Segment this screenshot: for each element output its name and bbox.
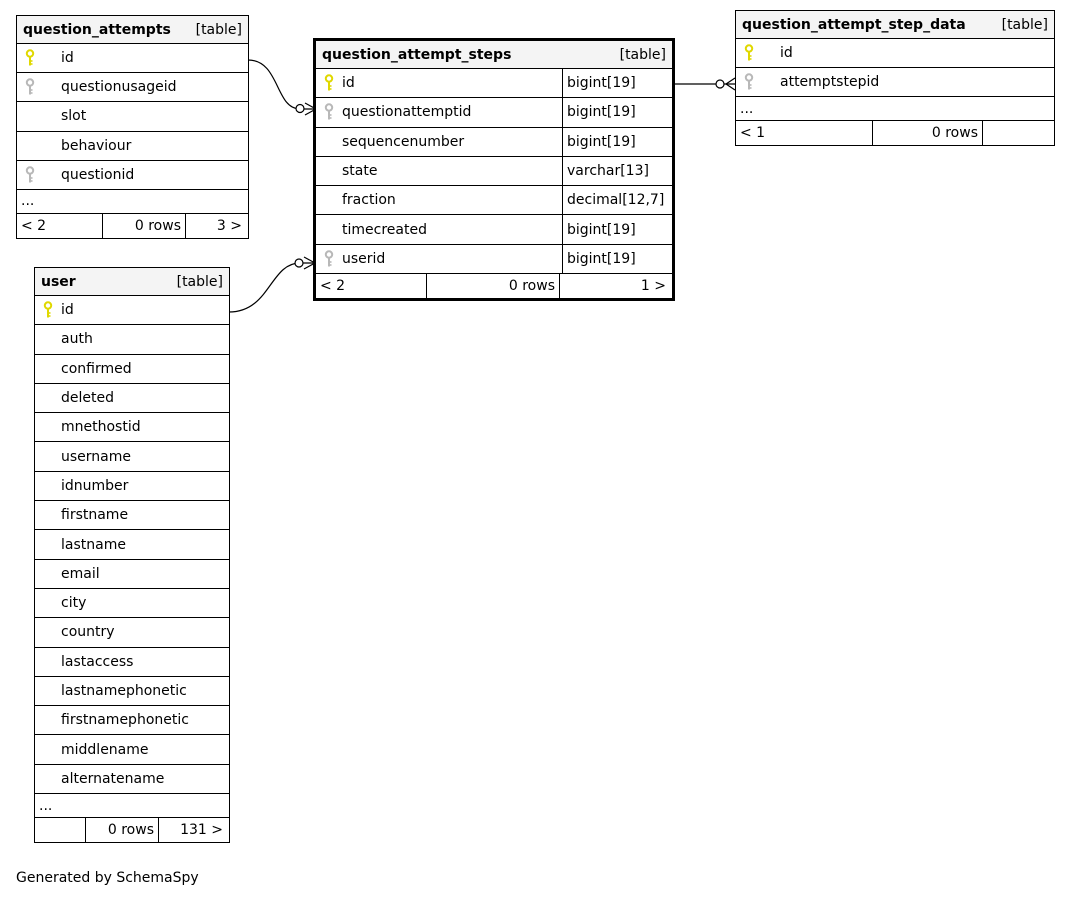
no-key-slot	[35, 560, 61, 588]
column-name: firstname	[61, 507, 129, 524]
column-name: id	[61, 302, 74, 319]
no-key-slot	[35, 442, 61, 470]
foreign-key-icon	[736, 68, 762, 96]
table-header[interactable]	[35, 268, 229, 296]
column-name: id	[342, 75, 355, 92]
column-row[interactable]	[35, 589, 229, 618]
no-key-slot	[35, 355, 61, 383]
column-name: auth	[61, 331, 93, 348]
no-key-slot	[35, 325, 61, 353]
more-columns-indicator: ...	[17, 190, 248, 214]
column-row[interactable]	[35, 413, 229, 442]
column-name: id	[61, 50, 74, 67]
column-name: mnethostid	[61, 419, 141, 436]
column-row[interactable]	[35, 355, 229, 384]
key-icon	[35, 296, 61, 324]
table-header[interactable]	[17, 16, 248, 44]
no-key-slot	[35, 706, 61, 734]
column-name: timecreated	[342, 221, 427, 238]
table-name: user	[41, 273, 76, 290]
no-key-slot	[35, 472, 61, 500]
table-footer	[736, 121, 1054, 145]
column-row[interactable]	[35, 706, 229, 735]
column-row[interactable]	[35, 501, 229, 530]
column-row[interactable]	[35, 648, 229, 677]
column-row[interactable]	[35, 560, 229, 589]
column-name: username	[61, 448, 131, 465]
credit-text: Generated by SchemaSpy	[16, 870, 199, 886]
column-row[interactable]	[17, 44, 248, 73]
table-kind: [table]	[1001, 16, 1048, 33]
column-name: confirmed	[61, 360, 132, 377]
zero-marker	[716, 80, 724, 88]
no-key-slot	[35, 501, 61, 529]
table-name: question_attempts	[23, 21, 171, 38]
column-name: attemptstepid	[780, 74, 880, 91]
column-row[interactable]	[35, 384, 229, 413]
key-icon	[17, 44, 43, 72]
key-icon	[736, 39, 762, 67]
no-key-slot	[35, 618, 61, 646]
column-name: deleted	[61, 390, 114, 407]
link-user-to-steps	[229, 263, 316, 312]
parent-count[interactable]: < 2	[316, 274, 427, 298]
column-row[interactable]	[736, 39, 1054, 68]
column-type: varchar[13]	[562, 157, 672, 185]
row-count[interactable]: 0 rows	[103, 214, 186, 238]
column-row[interactable]	[35, 325, 229, 354]
link-question-attempts-to-steps	[248, 60, 316, 109]
table-question-attempt-steps[interactable]	[313, 38, 675, 301]
table-user[interactable]	[34, 267, 230, 843]
table-kind: [table]	[176, 273, 223, 290]
column-type: bigint[19]	[562, 128, 672, 156]
table-name: question_attempt_step_data	[742, 16, 966, 33]
zero-marker	[296, 105, 304, 113]
column-row[interactable]	[35, 442, 229, 471]
column-row[interactable]	[316, 245, 672, 274]
no-key-slot	[316, 215, 342, 243]
row-count[interactable]: 0 rows	[86, 818, 159, 842]
foreign-key-icon	[316, 98, 342, 126]
column-type: bigint[19]	[562, 245, 672, 273]
parent-count[interactable]: < 2	[17, 214, 103, 238]
parent-count[interactable]: < 1	[736, 121, 873, 145]
column-name: firstnamephonetic	[61, 712, 189, 729]
column-name: sequencenumber	[342, 133, 465, 150]
column-row[interactable]	[35, 530, 229, 559]
column-name: alternatename	[61, 770, 165, 787]
column-row[interactable]	[316, 186, 672, 215]
column-name: userid	[342, 250, 386, 267]
parent-count[interactable]	[35, 818, 86, 842]
row-count[interactable]: 0 rows	[427, 274, 560, 298]
table-footer	[316, 274, 672, 298]
column-row[interactable]	[17, 73, 248, 102]
no-key-slot	[35, 413, 61, 441]
table-header[interactable]	[316, 41, 672, 69]
column-name: country	[61, 624, 115, 641]
column-row[interactable]	[35, 677, 229, 706]
column-row[interactable]	[35, 735, 229, 764]
no-key-slot	[17, 102, 43, 130]
column-name: lastname	[61, 536, 126, 553]
column-type: decimal[12,7]	[562, 186, 672, 214]
column-name: id	[780, 45, 793, 62]
no-key-slot	[316, 157, 342, 185]
column-name: fraction	[342, 192, 396, 209]
no-key-slot	[17, 132, 43, 160]
no-key-slot	[316, 128, 342, 156]
zero-marker	[295, 259, 303, 267]
column-row[interactable]	[35, 296, 229, 325]
no-key-slot	[35, 589, 61, 617]
column-type: bigint[19]	[562, 69, 672, 97]
column-row[interactable]	[316, 157, 672, 186]
column-row[interactable]	[35, 765, 229, 794]
more-columns-indicator: ...	[736, 97, 1054, 121]
table-name: question_attempt_steps	[322, 46, 512, 63]
column-name: questionattemptid	[342, 104, 472, 121]
column-name: email	[61, 565, 100, 582]
column-row[interactable]	[35, 618, 229, 647]
row-count[interactable]: 0 rows	[873, 121, 983, 145]
no-key-slot	[316, 186, 342, 214]
column-name: lastnamephonetic	[61, 683, 187, 699]
column-type: bigint[19]	[562, 215, 672, 243]
table-header[interactable]	[736, 11, 1054, 39]
foreign-key-icon	[316, 245, 342, 273]
no-key-slot	[35, 530, 61, 558]
no-key-slot	[35, 677, 61, 705]
foreign-key-icon	[17, 161, 43, 189]
column-row[interactable]	[17, 161, 248, 190]
column-name: idnumber	[61, 477, 129, 494]
table-footer	[35, 818, 229, 842]
no-key-slot	[35, 384, 61, 412]
column-name: behaviour	[61, 137, 132, 154]
column-name: city	[61, 595, 87, 612]
child-count[interactable]	[983, 121, 1052, 145]
column-name: lastaccess	[61, 653, 134, 670]
no-key-slot	[35, 648, 61, 676]
column-name: middlename	[61, 741, 149, 758]
key-icon	[316, 69, 342, 97]
no-key-slot	[35, 765, 61, 793]
foreign-key-icon	[17, 73, 43, 101]
child-count[interactable]: 131 >	[180, 822, 223, 839]
table-footer	[17, 214, 248, 238]
column-row[interactable]	[316, 128, 672, 157]
more-columns-indicator: ...	[35, 794, 229, 818]
column-row[interactable]	[736, 68, 1054, 97]
table-question-attempt-step-data[interactable]	[735, 10, 1055, 146]
child-count[interactable]: 3 >	[216, 217, 242, 234]
column-row[interactable]	[17, 102, 248, 131]
table-kind: [table]	[619, 46, 666, 63]
column-name: questionid	[61, 166, 135, 183]
child-count[interactable]: 1 >	[640, 278, 666, 295]
table-kind: [table]	[195, 21, 242, 38]
column-row[interactable]	[316, 98, 672, 127]
column-name: slot	[61, 108, 87, 125]
table-question-attempts[interactable]	[16, 15, 249, 239]
column-name: questionusageid	[61, 79, 177, 96]
column-row[interactable]	[316, 69, 672, 98]
column-row[interactable]	[17, 132, 248, 161]
no-key-slot	[35, 735, 61, 763]
column-row[interactable]	[35, 472, 229, 501]
column-name: state	[342, 163, 378, 180]
column-type: bigint[19]	[562, 98, 672, 126]
column-row[interactable]	[316, 215, 672, 244]
